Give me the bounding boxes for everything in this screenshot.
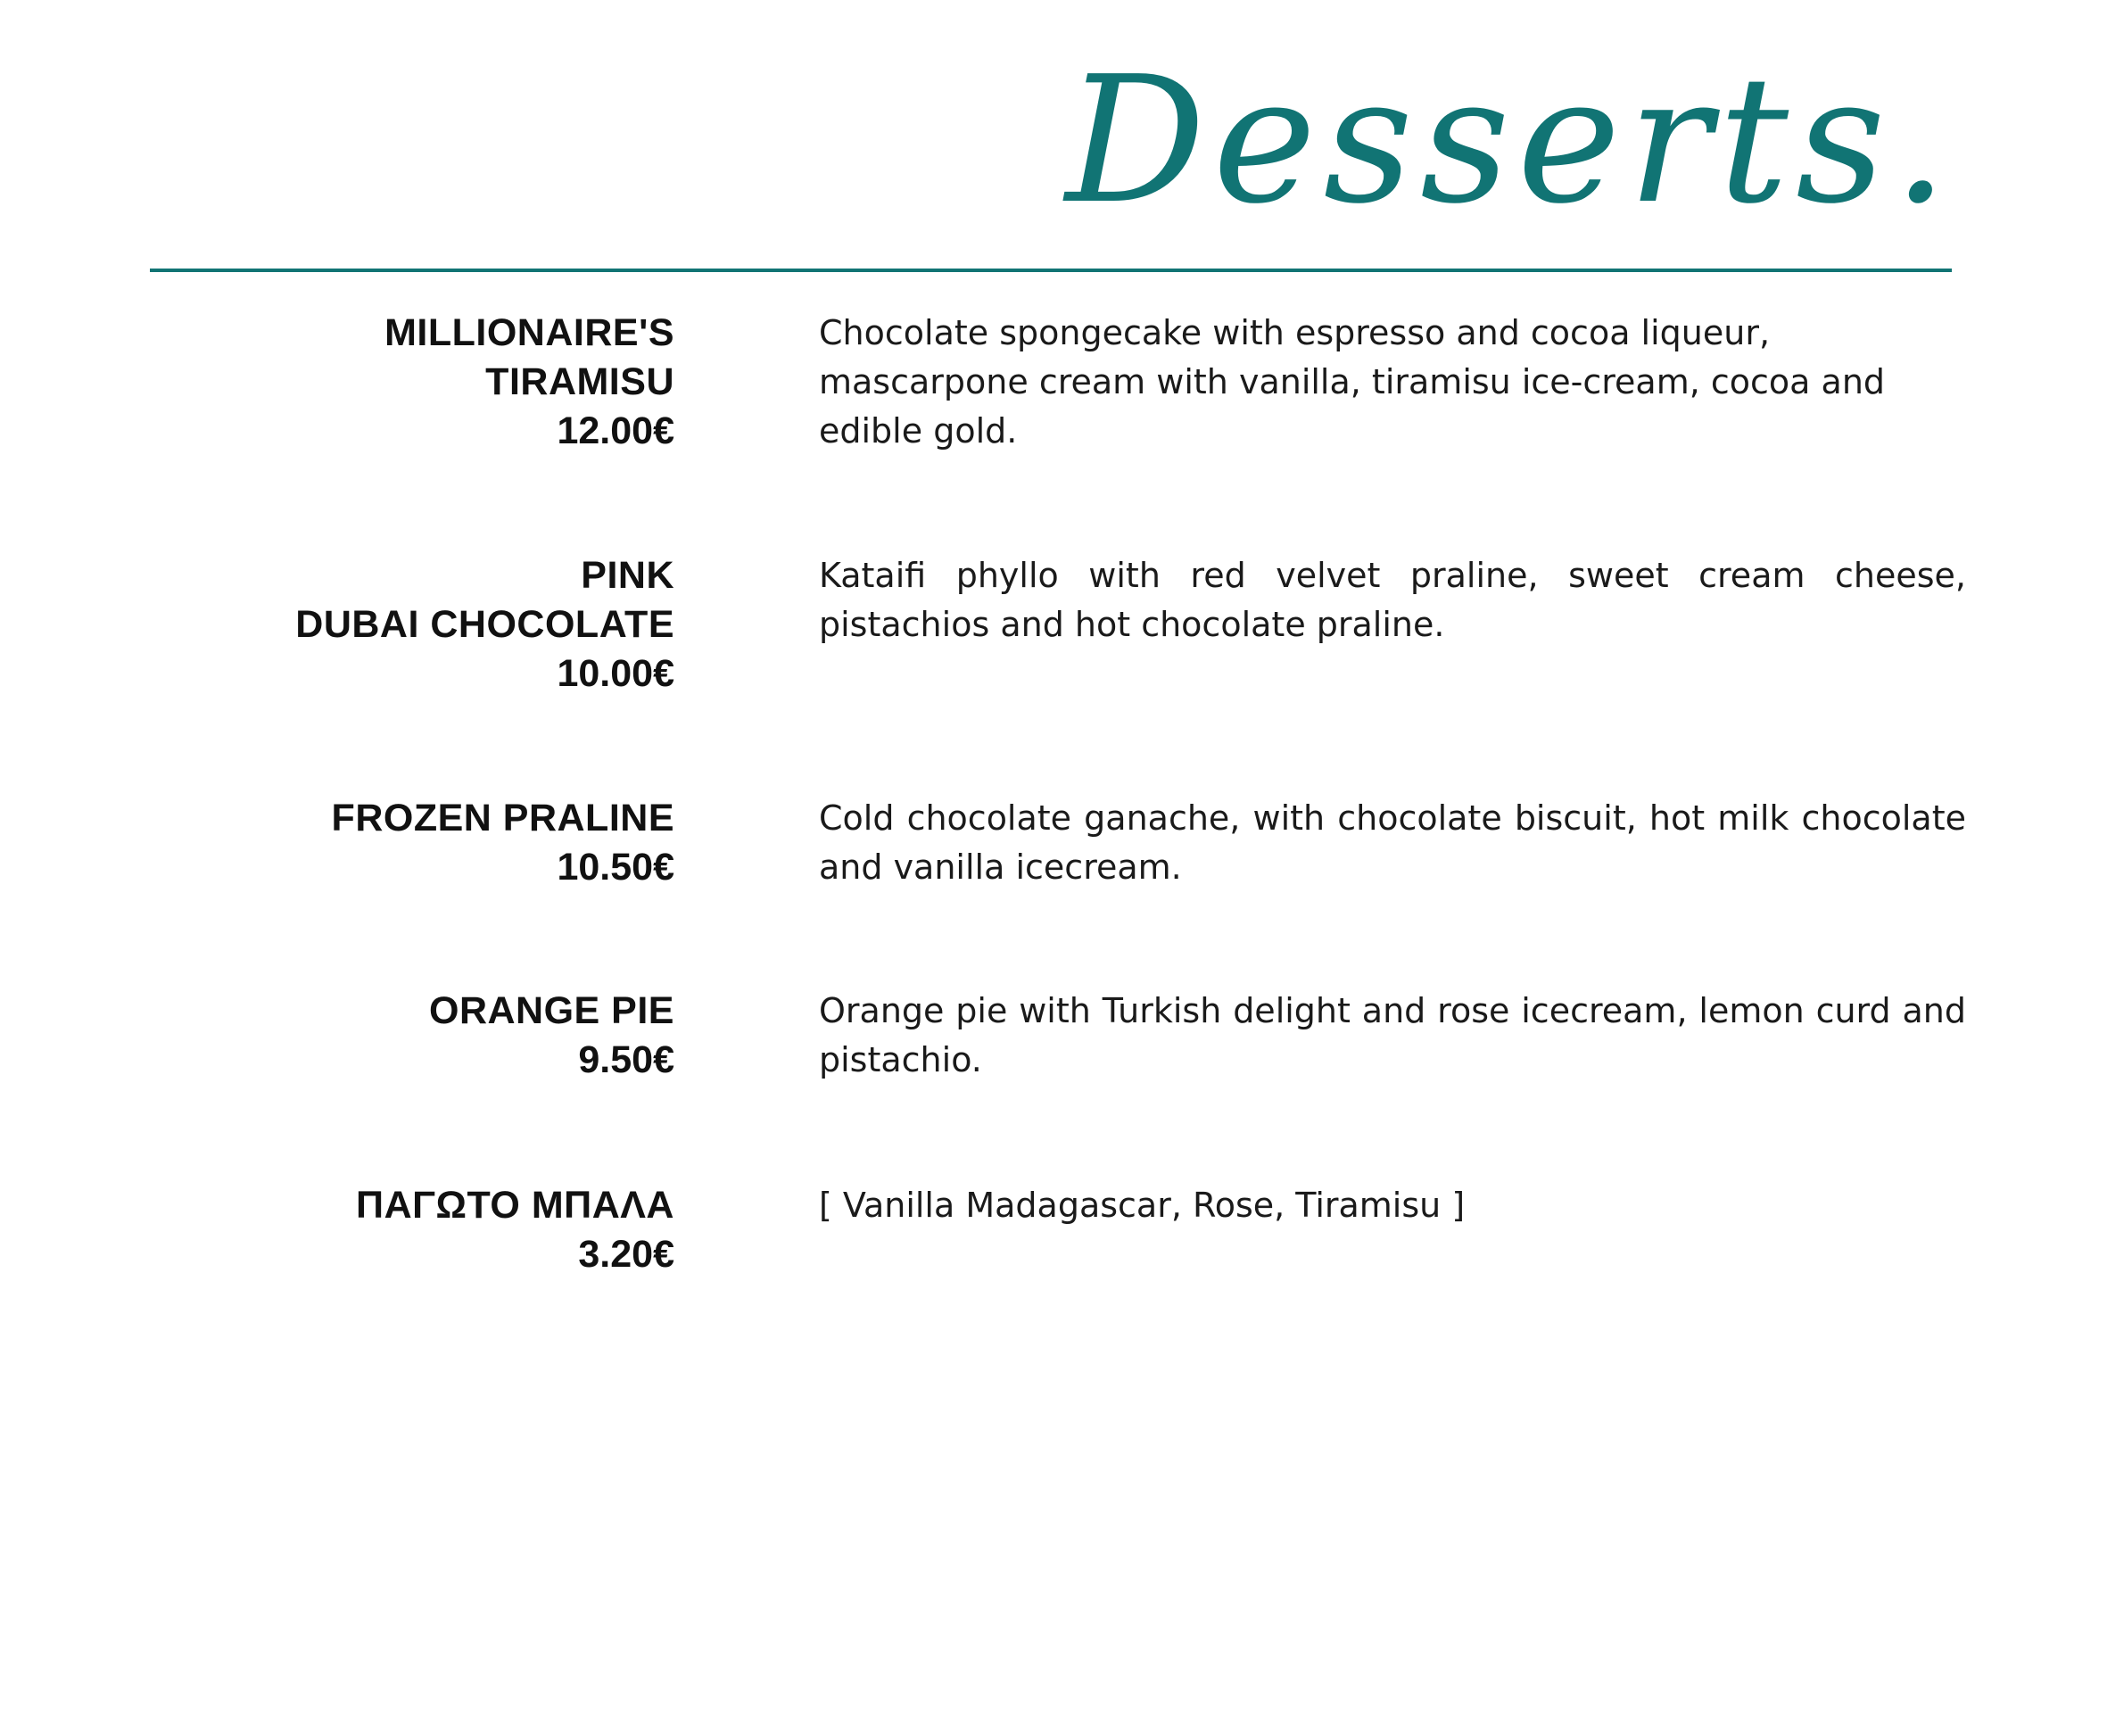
item-price: 12.00€: [557, 409, 674, 452]
item-price: 10.50€: [557, 846, 674, 889]
item-price: 10.00€: [557, 652, 674, 695]
menu-item: [0, 987, 2107, 1181]
item-description: Cold chocolate ganache, with chocolate biscuit, hot milk chocolate and vanilla icecream.: [819, 798, 1966, 887]
item-heading: [0, 987, 674, 1085]
item-heading: [0, 1181, 674, 1279]
menu-item: [0, 1181, 2107, 1288]
item-description: Chocolate spongecake with espresso and cocoa liqueur, mascarpone cream with vanilla, tiramisu ice-cream, cocoa and edible gold.: [819, 313, 1886, 451]
title-divider: [150, 269, 1952, 272]
menu-title: Desserts.: [1065, 39, 1955, 243]
item-description: [ Vanilla Madagascar, Rose, Tiramisu ]: [819, 1186, 1466, 1225]
item-heading: [0, 309, 674, 456]
item-description: Orange pie with Turkish delight and rose icecream, lemon curd and pistachio.: [819, 991, 1966, 1079]
item-price: 9.50€: [578, 1038, 674, 1081]
item-name: PINK DUBAI CHOCOLATE: [295, 554, 674, 646]
item-heading: [0, 794, 674, 892]
item-name: ΠΑΓΩΤΟ ΜΠΑΛΑ: [356, 1184, 674, 1227]
item-name: FROZEN PRALINE: [331, 797, 674, 839]
menu-item: [0, 551, 2107, 794]
menu-item: [0, 794, 2107, 987]
menu-item: [0, 309, 2107, 551]
item-heading: [0, 551, 674, 699]
dessert-list: [0, 309, 2107, 1288]
item-name: ORANGE PIE: [429, 989, 674, 1032]
item-price: 3.20€: [578, 1233, 674, 1276]
item-description: Kataifi phyllo with red velvet praline, sweet cream cheese, pistachios and hot chocolate praline.: [819, 556, 1966, 644]
item-name: MILLIONAIRE'S TIRAMISU: [384, 311, 674, 403]
